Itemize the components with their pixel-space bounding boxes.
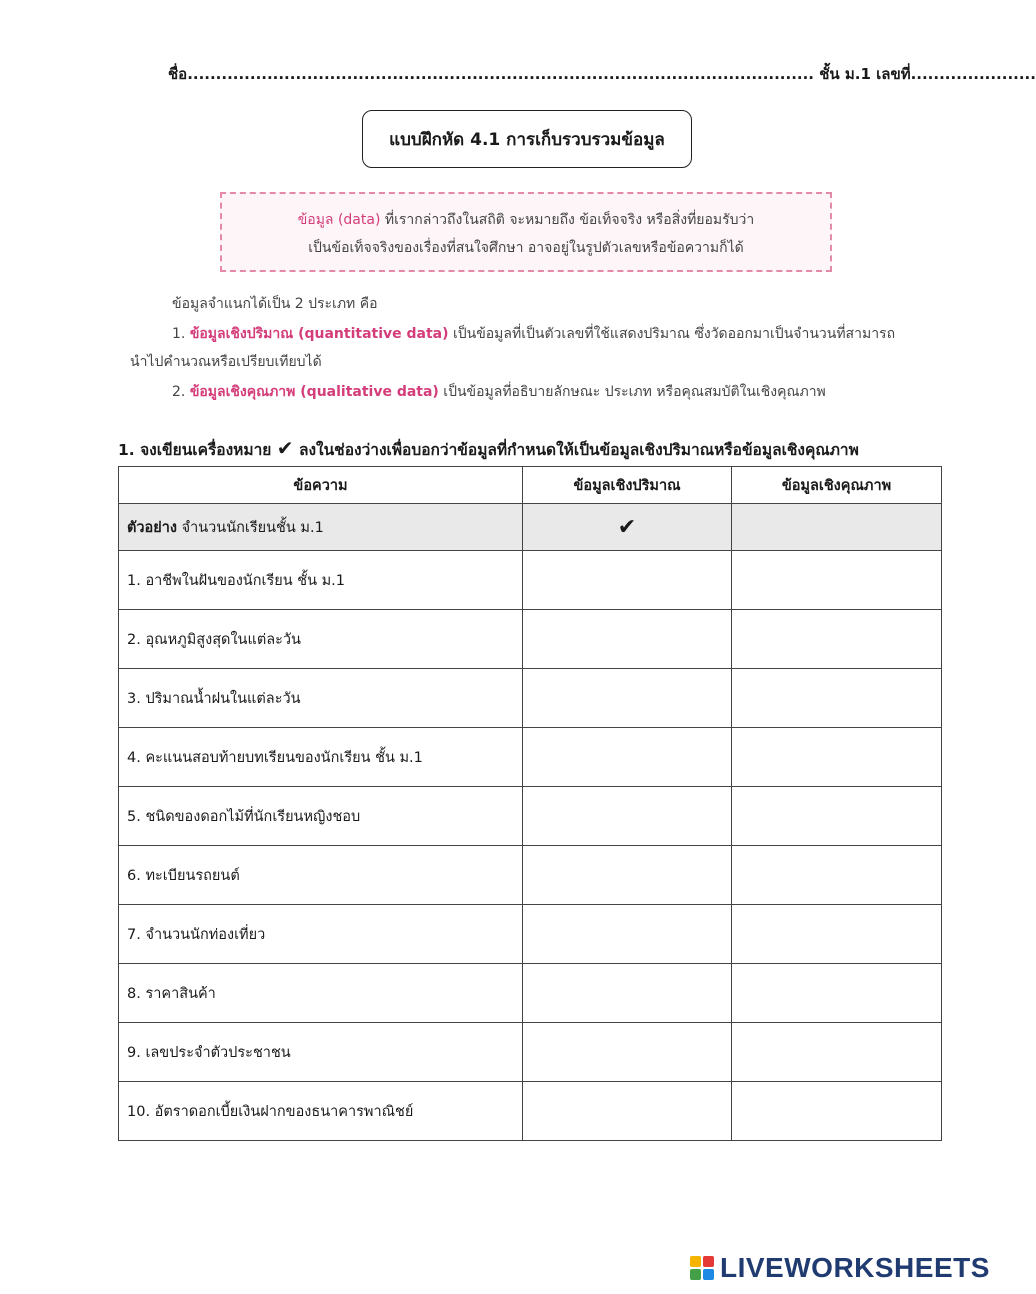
row-statement: 4. คะแนนสอบท้ายบทเรียนของนักเรียน ชั้น ม.1 <box>119 728 523 787</box>
quantitative-answer-cell[interactable] <box>523 1082 732 1141</box>
example-quantitative-cell <box>523 504 732 551</box>
qualitative-answer-cell[interactable] <box>732 669 942 728</box>
intro-item-2-text: เป็นข้อมูลที่อธิบายลักษณะ ประเภท หรือคุณสมบัติในเชิงคุณภาพ <box>438 384 826 400</box>
example-label: ตัวอย่าง <box>127 519 177 536</box>
intro-item-2-number: 2. <box>172 384 186 400</box>
name-class-number-line: ชื่อ.............................................................................................................. ชั้น ม.1 เลขที่...................... <box>168 65 1036 83</box>
logo-text: LIVEWORKSHEETS <box>720 1252 990 1283</box>
table-header-row <box>119 467 942 504</box>
table-row <box>119 610 942 669</box>
row-statement: 8. ราคาสินค้า <box>119 964 523 1023</box>
worksheet-title-text: แบบฝึกหัด 4.1 การเก็บรวบรวมข้อมูล <box>389 129 665 150</box>
intro-item-1-continued: นำไปคำนวณหรือเปรียบเทียบได้ <box>130 354 322 370</box>
quantitative-term: ข้อมูลเชิงปริมาณ (quantitative data) <box>189 326 449 342</box>
logo-square <box>690 1256 701 1267</box>
definition-term: ข้อมูล (data) <box>297 212 381 228</box>
quantitative-answer-cell[interactable] <box>523 905 732 964</box>
header-quantitative: ข้อมูลเชิงปริมาณ <box>523 467 732 504</box>
quantitative-answer-cell[interactable] <box>523 551 732 610</box>
header-statement: ข้อความ <box>119 467 523 504</box>
liveworksheets-logo <box>690 1252 990 1284</box>
instruction-text-before: 1. จงเขียนเครื่องหมาย <box>118 441 277 459</box>
table-row <box>119 1082 942 1141</box>
row-statement: 6. ทะเบียนรถยนต์ <box>119 846 523 905</box>
row-statement: 3. ปริมาณน้ำฝนในแต่ละวัน <box>119 669 523 728</box>
table-row <box>119 669 942 728</box>
table-row <box>119 728 942 787</box>
quantitative-answer-cell[interactable] <box>523 846 732 905</box>
quantitative-answer-cell[interactable] <box>523 787 732 846</box>
logo-square <box>703 1256 714 1267</box>
table-row <box>119 787 942 846</box>
row-statement: 7. จำนวนนักท่องเที่ยว <box>119 905 523 964</box>
definition-box <box>220 192 832 272</box>
qualitative-term: ข้อมูลเชิงคุณภาพ (qualitative data) <box>189 384 439 400</box>
example-row <box>119 504 942 551</box>
qualitative-answer-cell[interactable] <box>732 964 942 1023</box>
intro-item-1-number: 1. <box>172 326 186 342</box>
classification-table <box>118 466 942 1141</box>
worksheet-title <box>362 110 692 168</box>
definition-line-2: เป็นข้อเท็จจริงของเรื่องที่สนใจศึกษา อาจอยู่ในรูปตัวเลขหรือข้อความก็ได้ <box>308 240 744 256</box>
qualitative-answer-cell[interactable] <box>732 1023 942 1082</box>
quantitative-answer-cell[interactable] <box>523 669 732 728</box>
instruction <box>118 436 948 462</box>
check-mark-icon: ✔ <box>617 514 637 540</box>
qualitative-answer-cell[interactable] <box>732 846 942 905</box>
qualitative-answer-cell[interactable] <box>732 905 942 964</box>
qualitative-answer-cell[interactable] <box>732 551 942 610</box>
qualitative-answer-cell[interactable] <box>732 610 942 669</box>
quantitative-answer-cell[interactable] <box>523 610 732 669</box>
table-row <box>119 1023 942 1082</box>
header-qualitative: ข้อมูลเชิงคุณภาพ <box>732 467 942 504</box>
definition-line-1 <box>222 206 830 234</box>
row-statement: 1. อาชีพในฝันของนักเรียน ชั้น ม.1 <box>119 551 523 610</box>
intro-line-0: ข้อมูลจำแนกได้เป็น 2 ประเภท คือ <box>172 296 378 312</box>
example-statement <box>119 504 523 551</box>
check-mark-icon: ✔ <box>276 436 294 460</box>
row-statement: 10. อัตราดอกเบี้ยเงินฝากของธนาคารพาณิชย์ <box>119 1082 523 1141</box>
intro-item-1-text: เป็นข้อมูลที่เป็นตัวเลขที่ใช้แสดงปริมาณ ซึ่งวัดออกมาเป็นจำนวนที่สามารถ <box>448 326 896 342</box>
logo-grid-icon <box>690 1256 714 1280</box>
table-row <box>119 846 942 905</box>
row-statement: 5. ชนิดของดอกไม้ที่นักเรียนหญิงชอบ <box>119 787 523 846</box>
example-text: จำนวนนักเรียนชั้น ม.1 <box>177 519 324 536</box>
row-statement: 2. อุณหภูมิสูงสุดในแต่ละวัน <box>119 610 523 669</box>
intro-item-2 <box>172 378 952 406</box>
quantitative-answer-cell[interactable] <box>523 964 732 1023</box>
instruction-text-after: ลงในช่องว่างเพื่อบอกว่าข้อมูลที่กำหนดให้เป็นข้อมูลเชิงปริมาณหรือข้อมูลเชิงคุณภาพ <box>293 441 859 459</box>
quantitative-answer-cell[interactable] <box>523 728 732 787</box>
qualitative-answer-cell[interactable] <box>732 728 942 787</box>
table-row <box>119 964 942 1023</box>
definition-line-1-text: ที่เรากล่าวถึงในสถิติ จะหมายถึง ข้อเท็จจริง หรือสิ่งที่ยอมรับว่า <box>380 212 755 228</box>
qualitative-answer-cell[interactable] <box>732 787 942 846</box>
qualitative-answer-cell[interactable] <box>732 1082 942 1141</box>
logo-square <box>703 1269 714 1280</box>
table-row <box>119 905 942 964</box>
intro-item-1 <box>172 320 952 348</box>
table-row <box>119 551 942 610</box>
logo-square <box>690 1269 701 1280</box>
row-statement: 9. เลขประจำตัวประชาชน <box>119 1023 523 1082</box>
example-qualitative-cell <box>732 504 942 551</box>
quantitative-answer-cell[interactable] <box>523 1023 732 1082</box>
